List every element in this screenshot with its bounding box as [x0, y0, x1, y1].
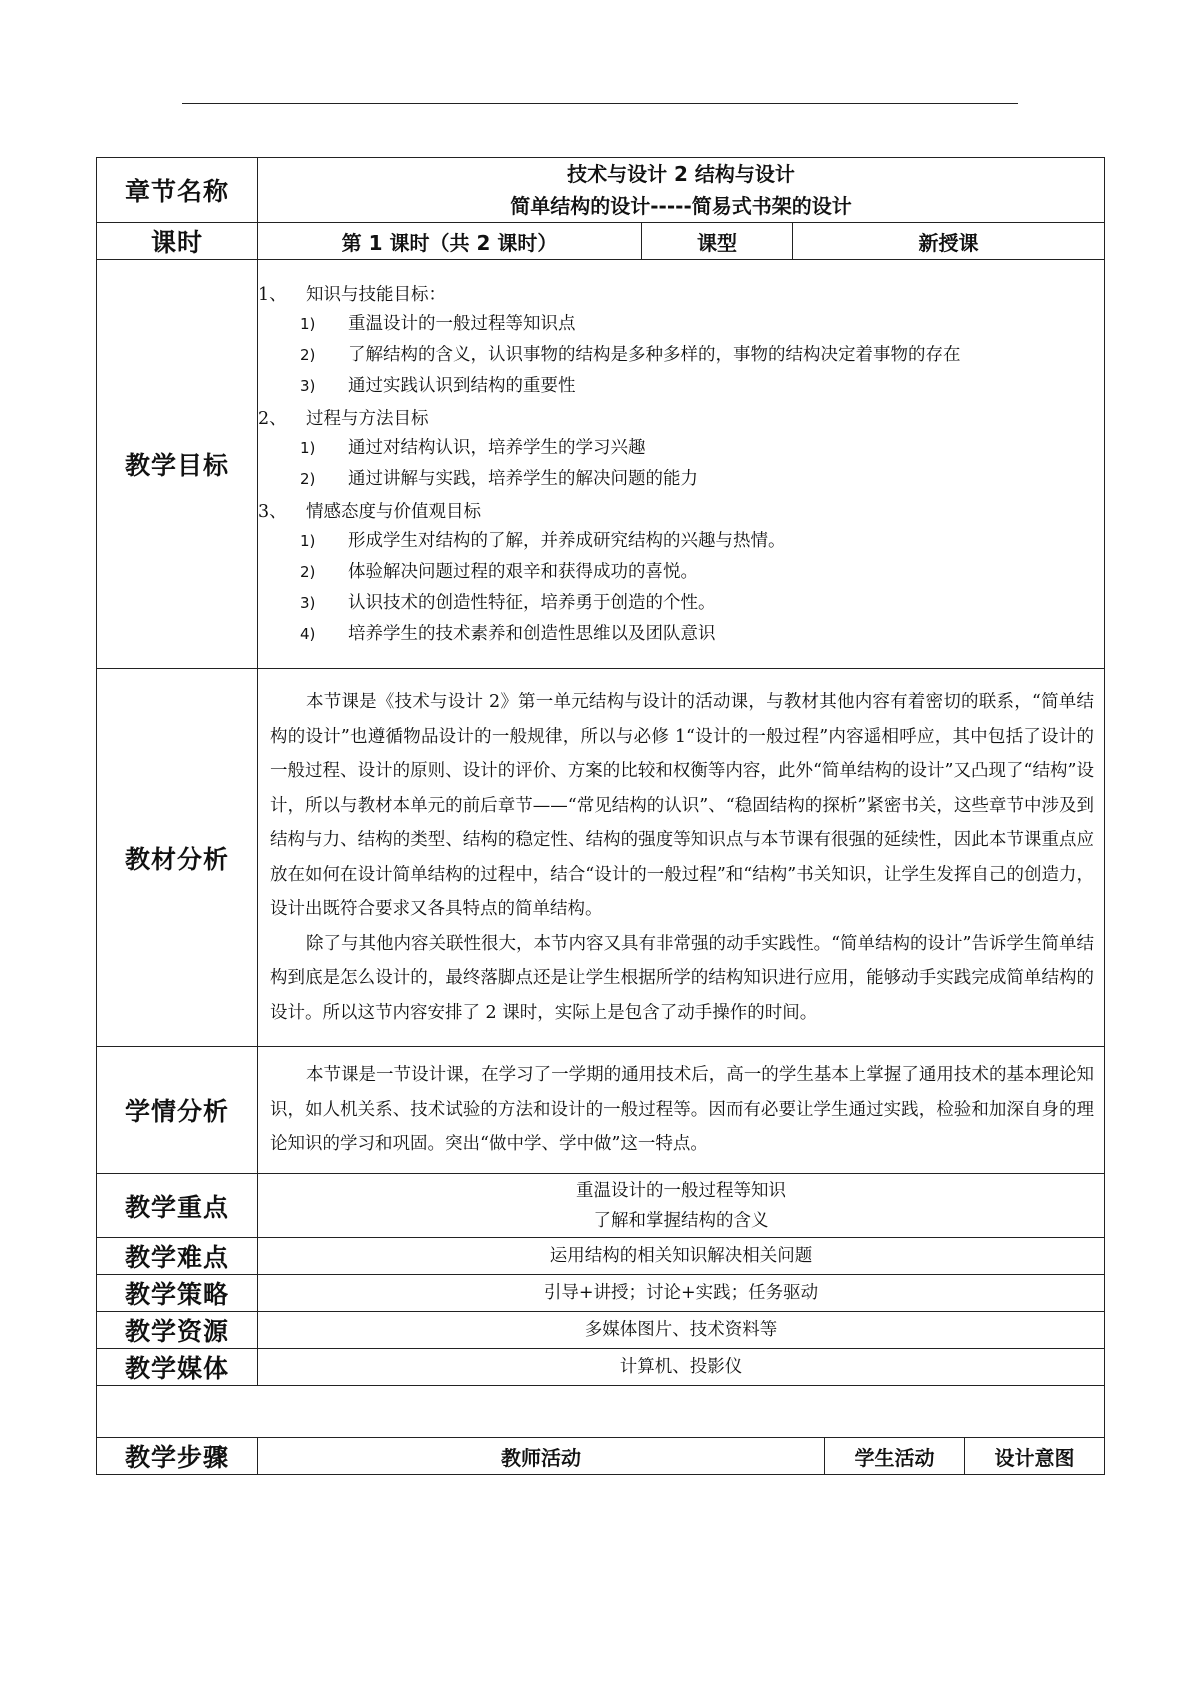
objective-item-text: 培养学生的技术素养和创造性思维以及团队意识 [348, 624, 716, 644]
objective-item-number: 1) [300, 315, 316, 333]
objective-group-number: 2、 [258, 409, 287, 429]
design-intent-header: 设计意图 [965, 1438, 1105, 1475]
lesson-type-label: 课型 [642, 223, 793, 260]
objective-item-number: 3) [300, 377, 316, 395]
period-row [97, 223, 1105, 260]
objective-item [258, 309, 1104, 340]
steps-label: 教学步骤 [97, 1438, 258, 1475]
objective-item [258, 619, 1104, 650]
objective-item-text: 重温设计的一般过程等知识点 [348, 314, 576, 334]
objective-item [258, 464, 1104, 495]
objective-item-text: 通过实践认识到结构的重要性 [348, 376, 576, 396]
period-value: 第 1 课时（共 2 课时） [258, 223, 642, 260]
objective-item-number: 1) [300, 532, 316, 550]
resources-value: 多媒体图片、技术资料等 [258, 1312, 1105, 1349]
objective-item-number: 2) [300, 470, 316, 488]
objective-item-number: 3) [300, 594, 316, 612]
key-points-label: 教学重点 [97, 1174, 258, 1238]
header-rule [182, 103, 1018, 104]
objective-item [258, 433, 1104, 464]
objectives-content [258, 260, 1105, 669]
steps-header-row [97, 1438, 1105, 1475]
objective-item-text: 体验解决问题过程的艰辛和获得成功的喜悦。 [348, 562, 698, 582]
difficulty-row [97, 1238, 1105, 1275]
period-label: 课时 [97, 223, 258, 260]
chapter-title-line1: 技术与设计 2 结构与设计 [567, 162, 795, 186]
teacher-activity-header: 教师活动 [258, 1438, 825, 1475]
resources-row [97, 1312, 1105, 1349]
objective-item [258, 557, 1104, 588]
material-row [97, 669, 1105, 1047]
chapter-title [258, 158, 1105, 223]
objective-item-text: 了解结构的含义，认识事物的结构是多种多样的，事物的结构决定着事物的存在 [348, 345, 961, 365]
objective-item-number: 4) [300, 625, 316, 643]
key-point-line: 重温设计的一般过程等知识 [576, 1180, 786, 1201]
students-label: 学情分析 [97, 1047, 258, 1174]
resources-label: 教学资源 [97, 1312, 258, 1349]
strategy-row [97, 1275, 1105, 1312]
objectives-label: 教学目标 [97, 260, 258, 669]
material-paragraph: 本节课是《技术与设计 2》第一单元结构与设计的活动课，与教材其他内容有着密切的联系，“简单结构的设计”也遵循物品设计的一般规律，所以与必修 1“设计的一般过程”内容遥相呼应，其中包括了设计的一般过程、设计的原则、设计的评价、方案的比较和权衡等内容，此外“简单结构的设计”又凸现了“结构”设计，所以与教材本单元的前后章节——“常见结构的认识”、“稳固结构的探析”紧密书关，这些章节中涉及到结构与力、结构的类型、结构的稳定性、结构的强度等知识点与本节课有很强的延续性，因此本节课重点应放在如何在设计简单结构的过程中，结合“设计的一般过程”和“结构”书关知识，让学生发挥自己的创造力，设计出既符合要求又各具特点的简单结构。 [270, 692, 1095, 919]
student-activity-header: 学生活动 [825, 1438, 965, 1475]
media-row [97, 1349, 1105, 1386]
objective-group-number: 3、 [258, 502, 287, 522]
media-value: 计算机、投影仪 [258, 1349, 1105, 1386]
difficulty-value: 运用结构的相关知识解决相关问题 [258, 1238, 1105, 1275]
objective-item [258, 588, 1104, 619]
objective-item-text: 形成学生对结构的了解，并养成研究结构的兴趣与热情。 [348, 531, 786, 551]
chapter-row [97, 158, 1105, 223]
blank-cell [97, 1386, 1105, 1438]
lesson-plan-table [96, 157, 1105, 1475]
students-row [97, 1047, 1105, 1174]
objective-group-heading [258, 495, 1104, 526]
chapter-title-line2: 简单结构的设计-----简易式书架的设计 [510, 194, 852, 218]
material-label: 教材分析 [97, 669, 258, 1047]
objective-group-heading [258, 402, 1104, 433]
lesson-type-value: 新授课 [793, 223, 1105, 260]
media-label: 教学媒体 [97, 1349, 258, 1386]
chapter-label: 章节名称 [97, 158, 258, 223]
objective-group-title: 过程与方法目标 [306, 409, 429, 429]
key-point-line: 了解和掌握结构的含义 [593, 1210, 769, 1231]
objective-group-number: 1、 [258, 285, 287, 305]
difficulty-label: 教学难点 [97, 1238, 258, 1275]
key-points-row [97, 1174, 1105, 1238]
objective-group-heading [258, 278, 1104, 309]
key-points-content [258, 1174, 1105, 1238]
objective-group-title: 知识与技能目标： [306, 285, 446, 305]
objective-item-text: 认识技术的创造性特征，培养勇于创造的个性。 [348, 593, 716, 613]
objective-item-text: 通过讲解与实践，培养学生的解决问题的能力 [348, 469, 698, 489]
objective-group-title: 情感态度与价值观目标 [306, 502, 481, 522]
objective-item-number: 2) [300, 346, 316, 364]
material-paragraph: 除了与其他内容关联性很大，本节内容又具有非常强的动手实践性。“简单结构的设计”告诉学生简单结构到底是怎么设计的，最终落脚点还是让学生根据所学的结构知识进行应用，能够动手实践完成简单结构的设计。所以这节内容安排了 2 课时，实际上是包含了动手操作的时间。 [270, 933, 1095, 1023]
strategy-label: 教学策略 [97, 1275, 258, 1312]
students-paragraph: 本节课是一节设计课，在学习了一学期的通用技术后，高一的学生基本上掌握了通用技术的基本理论知识，如人机关系、技术试验的方法和设计的一般过程等。因而有必要让学生通过实践，检验和加深自身的理论知识的学习和巩固。突出“做中学、学中做”这一特点。 [270, 1065, 1095, 1155]
objective-item [258, 340, 1104, 371]
blank-row [97, 1386, 1105, 1438]
strategy-value: 引导+讲授；讨论+实践；任务驱动 [258, 1275, 1105, 1312]
lesson-plan-sheet [96, 157, 1104, 1475]
objective-item-number: 2) [300, 563, 316, 581]
objective-item-number: 1) [300, 439, 316, 457]
material-content [258, 669, 1105, 1047]
objectives-row [97, 260, 1105, 669]
students-content [258, 1047, 1105, 1174]
objective-item-text: 通过对结构认识，培养学生的学习兴趣 [348, 438, 646, 458]
objective-item [258, 371, 1104, 402]
objective-item [258, 526, 1104, 557]
